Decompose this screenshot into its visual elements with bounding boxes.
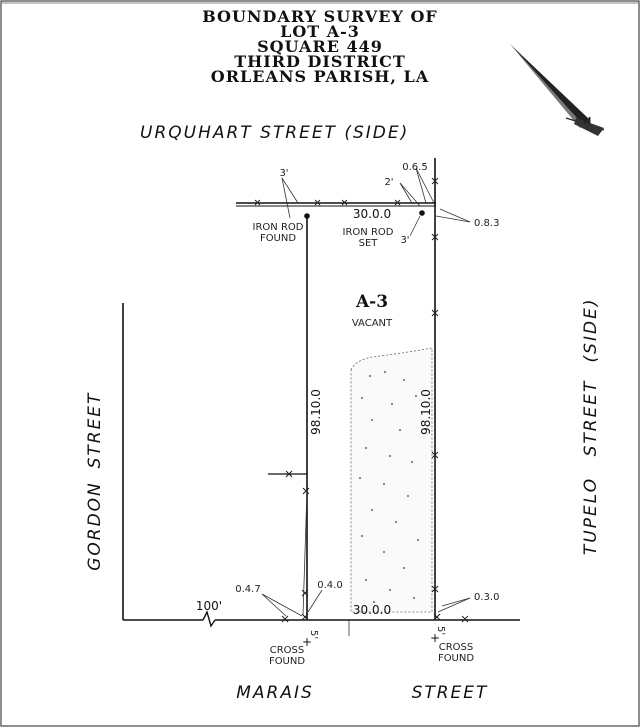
street-marais: MARAIS — [236, 683, 314, 703]
tick-left: 5' — [308, 630, 319, 640]
title-line-2: LOT A-3 — [280, 22, 360, 41]
iron-rod-found-label-1: IRON ROD — [252, 222, 304, 233]
street-tupelo-upper: STREET — [581, 379, 601, 457]
tick-right: 5' — [435, 626, 446, 636]
offset-bottom-left-a: 0.4.7 — [235, 584, 261, 595]
offset-top-right-c: 0.8.3 — [474, 218, 500, 229]
title-line-5: ORLEANS PARISH, LA — [210, 67, 430, 86]
street-gordon-upper: STREET — [85, 391, 105, 469]
offset-top-left: 3' — [279, 168, 289, 179]
lot-name: A-3 — [355, 292, 389, 312]
cross-found-right-icon: + — [429, 631, 441, 645]
lot-status: VACANT — [351, 318, 393, 329]
dim-corner-distance: 100' — [195, 599, 223, 613]
sheet-border — [1, 1, 639, 726]
dim-side-left: 98.10.0 — [309, 389, 323, 435]
iron-rod-set-marker — [419, 210, 425, 216]
cross-found-left-icon: + — [301, 635, 313, 649]
iron-rod-found-label-2: FOUND — [259, 233, 297, 244]
north-arrow-label: N — [583, 116, 592, 127]
title-line-4: THIRD DISTRICT — [234, 52, 406, 71]
offset-top-right-a: 0.6.5 — [402, 162, 428, 173]
iron-rod-found-marker — [304, 213, 310, 219]
street-urquhart: URQUHART STREET (SIDE) — [140, 123, 410, 143]
iron-rod-set-label-2: SET — [358, 238, 378, 249]
title-line-3: SQUARE 449 — [257, 37, 383, 56]
offset-bottom-left-b: 0.4.0 — [317, 580, 343, 591]
street-marais-street: STREET — [411, 683, 489, 703]
vacant-area — [351, 348, 432, 612]
cross-found-right-label-2: FOUND — [437, 653, 475, 664]
street-tupelo-lower: TUPELO — [581, 476, 601, 556]
dim-side-right: 98.10.0 — [419, 389, 433, 435]
offset-top-right-b: 2' — [384, 177, 394, 188]
street-tupelo-side: (SIDE) — [581, 297, 601, 363]
iron-rod-set-label-1: IRON ROD — [342, 227, 394, 238]
street-gordon-lower: GORDON — [85, 481, 105, 571]
cross-found-right-label-1: CROSS — [438, 642, 474, 653]
offset-bottom-right-a: 0.3.0 — [474, 592, 500, 603]
offset-top-right-d: 3' — [400, 235, 410, 246]
title-line-1: BOUNDARY SURVEY OF — [202, 7, 438, 26]
cross-found-left-label-1: CROSS — [269, 645, 305, 656]
dim-front-top: 30.0.0 — [352, 207, 392, 221]
cross-found-left-label-2: FOUND — [268, 656, 306, 667]
dim-front-bottom: 30.0.0 — [352, 603, 392, 617]
